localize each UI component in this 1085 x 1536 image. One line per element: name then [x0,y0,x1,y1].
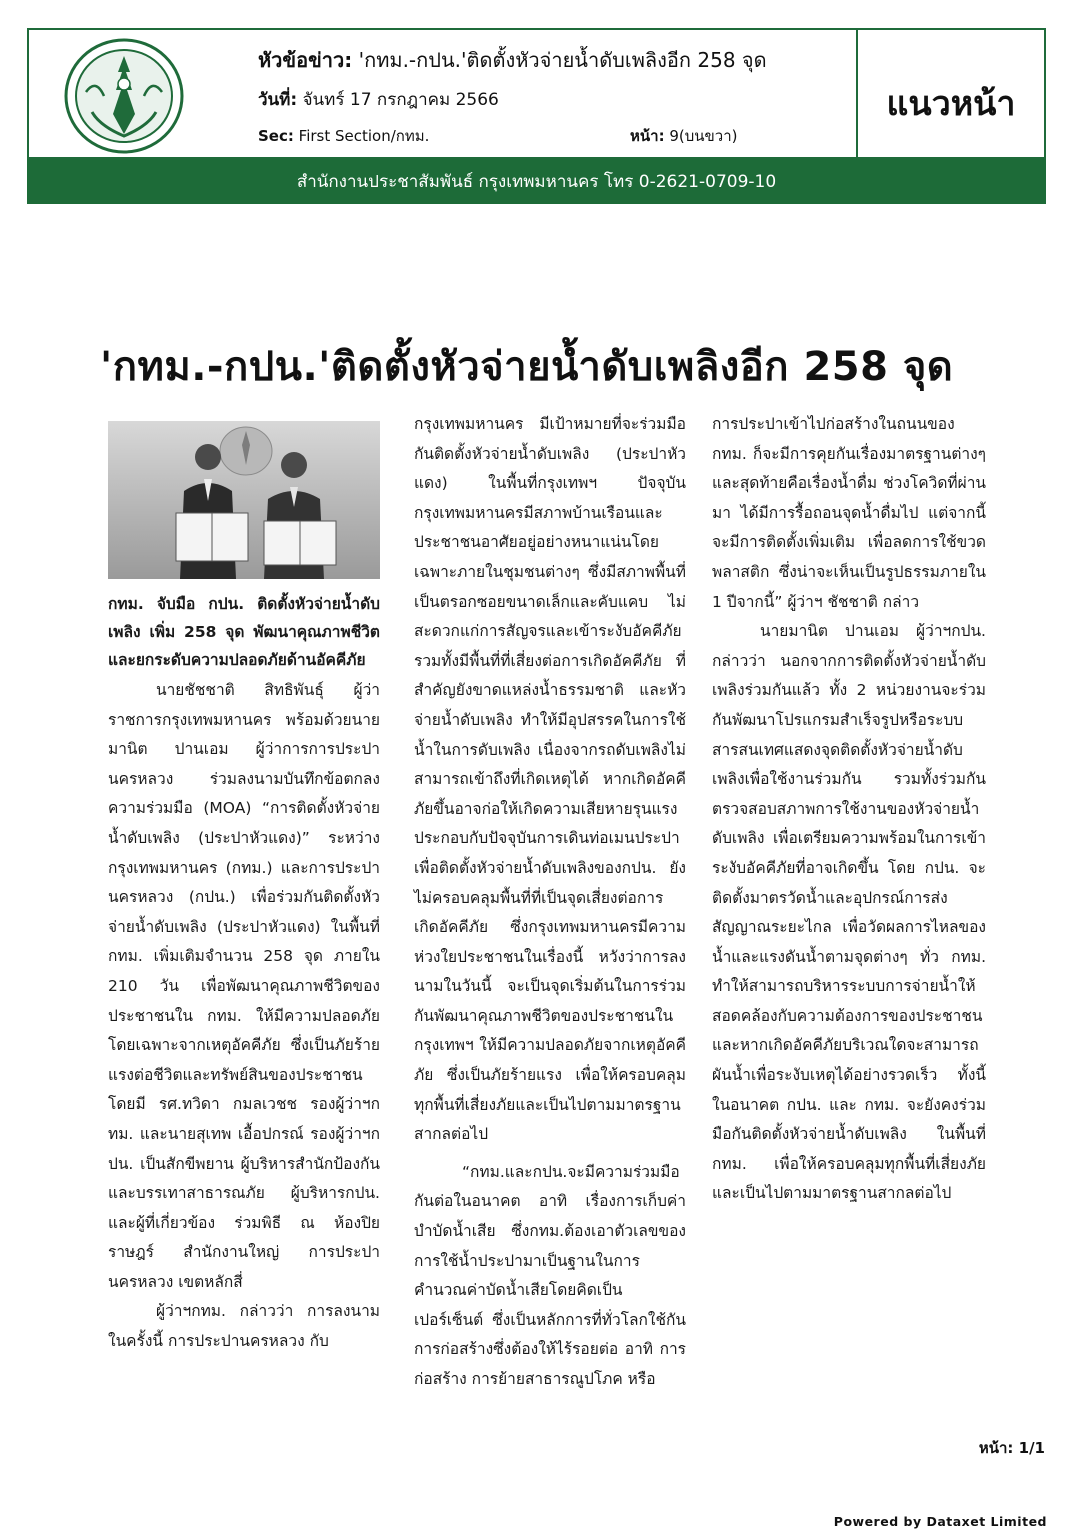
paragraph: การประปาเข้าไปก่อสร้างในถนนของ กทม. ก็จะมีการคุยกันเรื่องมาตรฐานต่างๆ และสุดท้ายคือเรื่องน้ำดื่ม ช่วงโควิดที่ผ่านมา ได้มีการรื้อถอนจุดน้ำดื่มไป แต่จากนี้จะมีการติดตั้งเพิ่มเติม เพื่อลดการใช้ขวดพลาสติก ซึ่งน่าจะเห็นเป็นรูปธรรมภายใน 1 ปีจากนี้” ผู้ว่าฯ ชัชชาติ กล่าว [712,415,986,611]
paragraph: ผู้ว่าฯกทม. กล่าวว่า การลงนามในครั้งนี้ การประปานครหลวง กับ [108,1302,380,1351]
page-value: 9(บนขวา) [669,127,738,145]
article-headline: 'กทม.-กปน.'ติดตั้งหัวจ่ายน้ำดับเพลิงอีก 258 จุด [100,344,954,390]
title-value: 'กทม.-กปน.'ติดตั้งหัวจ่ายน้ำดับเพลิงอีก 258 จุด [358,48,767,72]
sec-label: Sec: [258,127,294,145]
page-label: หน้า: [630,127,665,145]
news-title-row [258,44,767,76]
office-contact-text: สำนักงานประชาสัมพันธ์ กรุงเทพมหานคร โทร 0-2621-0709-10 [296,172,777,192]
date-value: จันทร์ 17 กรกฎาคม 2566 [302,90,499,110]
page-indicator: หน้า: 1/1 [978,1439,1045,1457]
office-contact-bar [27,159,1046,204]
title-label: หัวข้อข่าว: [258,48,353,72]
sec-value: First Section/กทม. [298,127,430,145]
section-row [258,124,429,148]
article-column-1 [108,590,380,1357]
paragraph: กรุงเทพมหานคร มีเป้าหมายที่จะร่วมมือกันติดตั้งหัวจ่ายน้ำดับเพลิง (ประปาหัวแดง) ในพื้นที่กรุงเทพฯ ปัจจุบันกรุงเทพมหานครมีสภาพบ้านเรือนและประชาชนอาศัยอยู่อย่างหนาแน่นโดยเฉพาะภายในชุมชนต่างๆ ซึ่งมีสภาพพื้นที่เป็นตรอกซอยขนาดเล็กและคับแคบ ไม่สะดวกแก่การสัญจรและเข้าระงับอัคคีภัย รวมทั้งมีพื้นที่ที่เสี่ยงต่อการเกิดอัคคีภัย ที่สำคัญยังขาดแหล่งน้ำธรรมชาติ และหัวจ่ายน้ำดับเพลิง ทำให้มีอุปสรรคในการใช้น้ำในการดับเพลิง เนื่องจากรถดับเพลิงไม่สามารถเข้าถึงที่เกิดเหตุได้ หากเกิดอัคคีภัยขึ้นอาจก่อให้เกิดความเสียหายรุนแรง ประกอบกับปัจจุบันการเดินท่อเมนประปาเพื่อติดตั้งหัวจ่ายน้ำดับเพลิงของกปน. ยังไม่ครอบคลุมพื้นที่ที่เป็นจุดเสี่ยงต่อการเกิดอัคคีภัย ซึ่งกรุงเทพมหานครมีความห่วงใยประชาชนในเรื่องนี้ หวังว่าการลงนามในวันนี้ จะเป็นจุดเริ่มต้นในการร่วมกันพัฒนาคุณภาพชีวิตของประชาชนในกรุงเทพฯ ให้มีความปลอดภัยจากเหตุอัคคีภัย ซึ่งเป็นภัยร้ายแรง เพื่อให้ครอบคลุมทุกพื้นที่เสี่ยงภัยและเป็นไปตามมาตรฐานสากลต่อไป [414,415,686,1144]
date-row [258,86,499,113]
signing-ceremony-photo [108,421,380,579]
photo-caption: กทม. จับมือ กปน. ติดตั้งหัวจ่ายน้ำดับเพลิง เพิ่ม 258 จุด พัฒนาคุณภาพชีวิตและยกระดับความปลอดภัยด้านอัคคีภัย [108,595,380,669]
date-label: วันที่: [258,90,298,110]
article-column-3 [712,410,986,1209]
article-column-2 [414,410,686,1395]
paragraph: นายมานิต ปานเอม ผู้ว่าฯกปน. กล่าวว่า นอกจากการติดตั้งหัวจ่ายน้ำดับเพลิงร่วมกันแล้ว ทั้ง 2 หน่วยงานจะร่วมกันพัฒนาโปรแกรมสำเร็จรูปหรือระบบสารสนเทศแสดงจุดติดตั้งหัวจ่ายน้ำดับเพลิงเพื่อใช้งานร่วมกัน รวมทั้งร่วมกันตรวจสอบสภาพการใช้งานของหัวจ่ายน้ำดับเพลิง เพื่อเตรียมความพร้อมในการเข้าระงับอัคคีภัยที่อาจเกิดขึ้น โดย กปน. จะติดตั้งมาตรวัดน้ำและอุปกรณ์การส่งสัญญาณระยะไกล เพื่อวัดผลการไหลของน้ำและแรงดันน้ำตามจุดต่างๆ ทั่ว กทม. ทำให้สามารถบริหารระบบการจ่ายน้ำให้สอดคล้องกับความต้องการของประชาชน และหากเกิดอัคคีภัยบริเวณใดจะสามารถผันน้ำเพื่อระงับเหตุได้อย่างรวดเร็ว ทั้งนี้ ในอนาคต กปน. และ กทม. จะยังคงร่วมมือกันติดตั้งหัวจ่ายน้ำดับเพลิง ในพื้นที่ กทม. เพื่อให้ครอบคลุมทุกพื้นที่เสี่ยงภัยและเป็นไปตามมาตรฐานสากลต่อไป [712,622,986,1203]
newspaper-name: แนวหน้า [886,84,1016,124]
paragraph: “กทม.และกปน.จะมีความร่วมมือกันต่อในอนาคต อาทิ เรื่องการเก็บค่าบำบัดน้ำเสีย ซึ่งกทม.ต้องเอาตัวเลขของการใช้น้ำประปามาเป็นฐานในการคำนวณค่าบัดน้ำเสียโดยคิดเป็นเปอร์เซ็นต์ ซึ่งเป็นหลักการที่ทั่วโลกใช้กัน การก่อสร้างซึ่งต้องให้ไร้รอยต่อ อาทิ การก่อสร้าง การย้ายสาธารณูปโภค หรือ [414,1162,686,1388]
bma-seal-logo [40,38,186,154]
powered-by: Powered by Dataxet Limited [833,1514,1047,1529]
page-row [630,124,737,148]
paragraph: นายชัชชาติ สิทธิพันธุ์ ผู้ว่าราชการกรุงเทพมหานคร พร้อมด้วยนายมานิต ปานเอม ผู้ว่าการการประปานครหลวง ร่วมลงนามบันทึกข้อตกลงความร่วมมือ (MOA) “การติดตั้งหัวจ่ายน้ำดับเพลิง (ประปาหัวแดง)” ระหว่าง กรุงเทพมหานคร (กทม.) และการประปานครหลวง (กปน.) เพื่อร่วมกันติดตั้งหัวจ่ายน้ำดับเพลิง (ประปาหัวแดง) ในพื้นที่ กทม. เพิ่มเติมจำนวน 258 จุด ภายใน 210 วัน เพื่อพัฒนาคุณภาพชีวิตของประชาชนใน กทม. ให้มีความปลอดภัย โดยเฉพาะจากเหตุอัคคีภัย ซึ่งเป็นภัยร้ายแรงต่อชีวิตและทรัพย์สินของประชาชน โดยมี รศ.ทวิดา กมลเวชช รองผู้ว่าฯกทม. และนายสุเทพ เอื้อปกรณ์ รองผู้ว่าฯกปน. เป็นสักขีพยาน ผู้บริหารสำนักป้องกันและบรรเทาสาธารณภัย ผู้บริหารกปน. และผู้ที่เกี่ยวข้อง ร่วมพิธี ณ ห้องปิยราษฎร์ สำนักงานใหญ่ การประปานครหลวง เขตหลักสี่ [108,681,380,1291]
